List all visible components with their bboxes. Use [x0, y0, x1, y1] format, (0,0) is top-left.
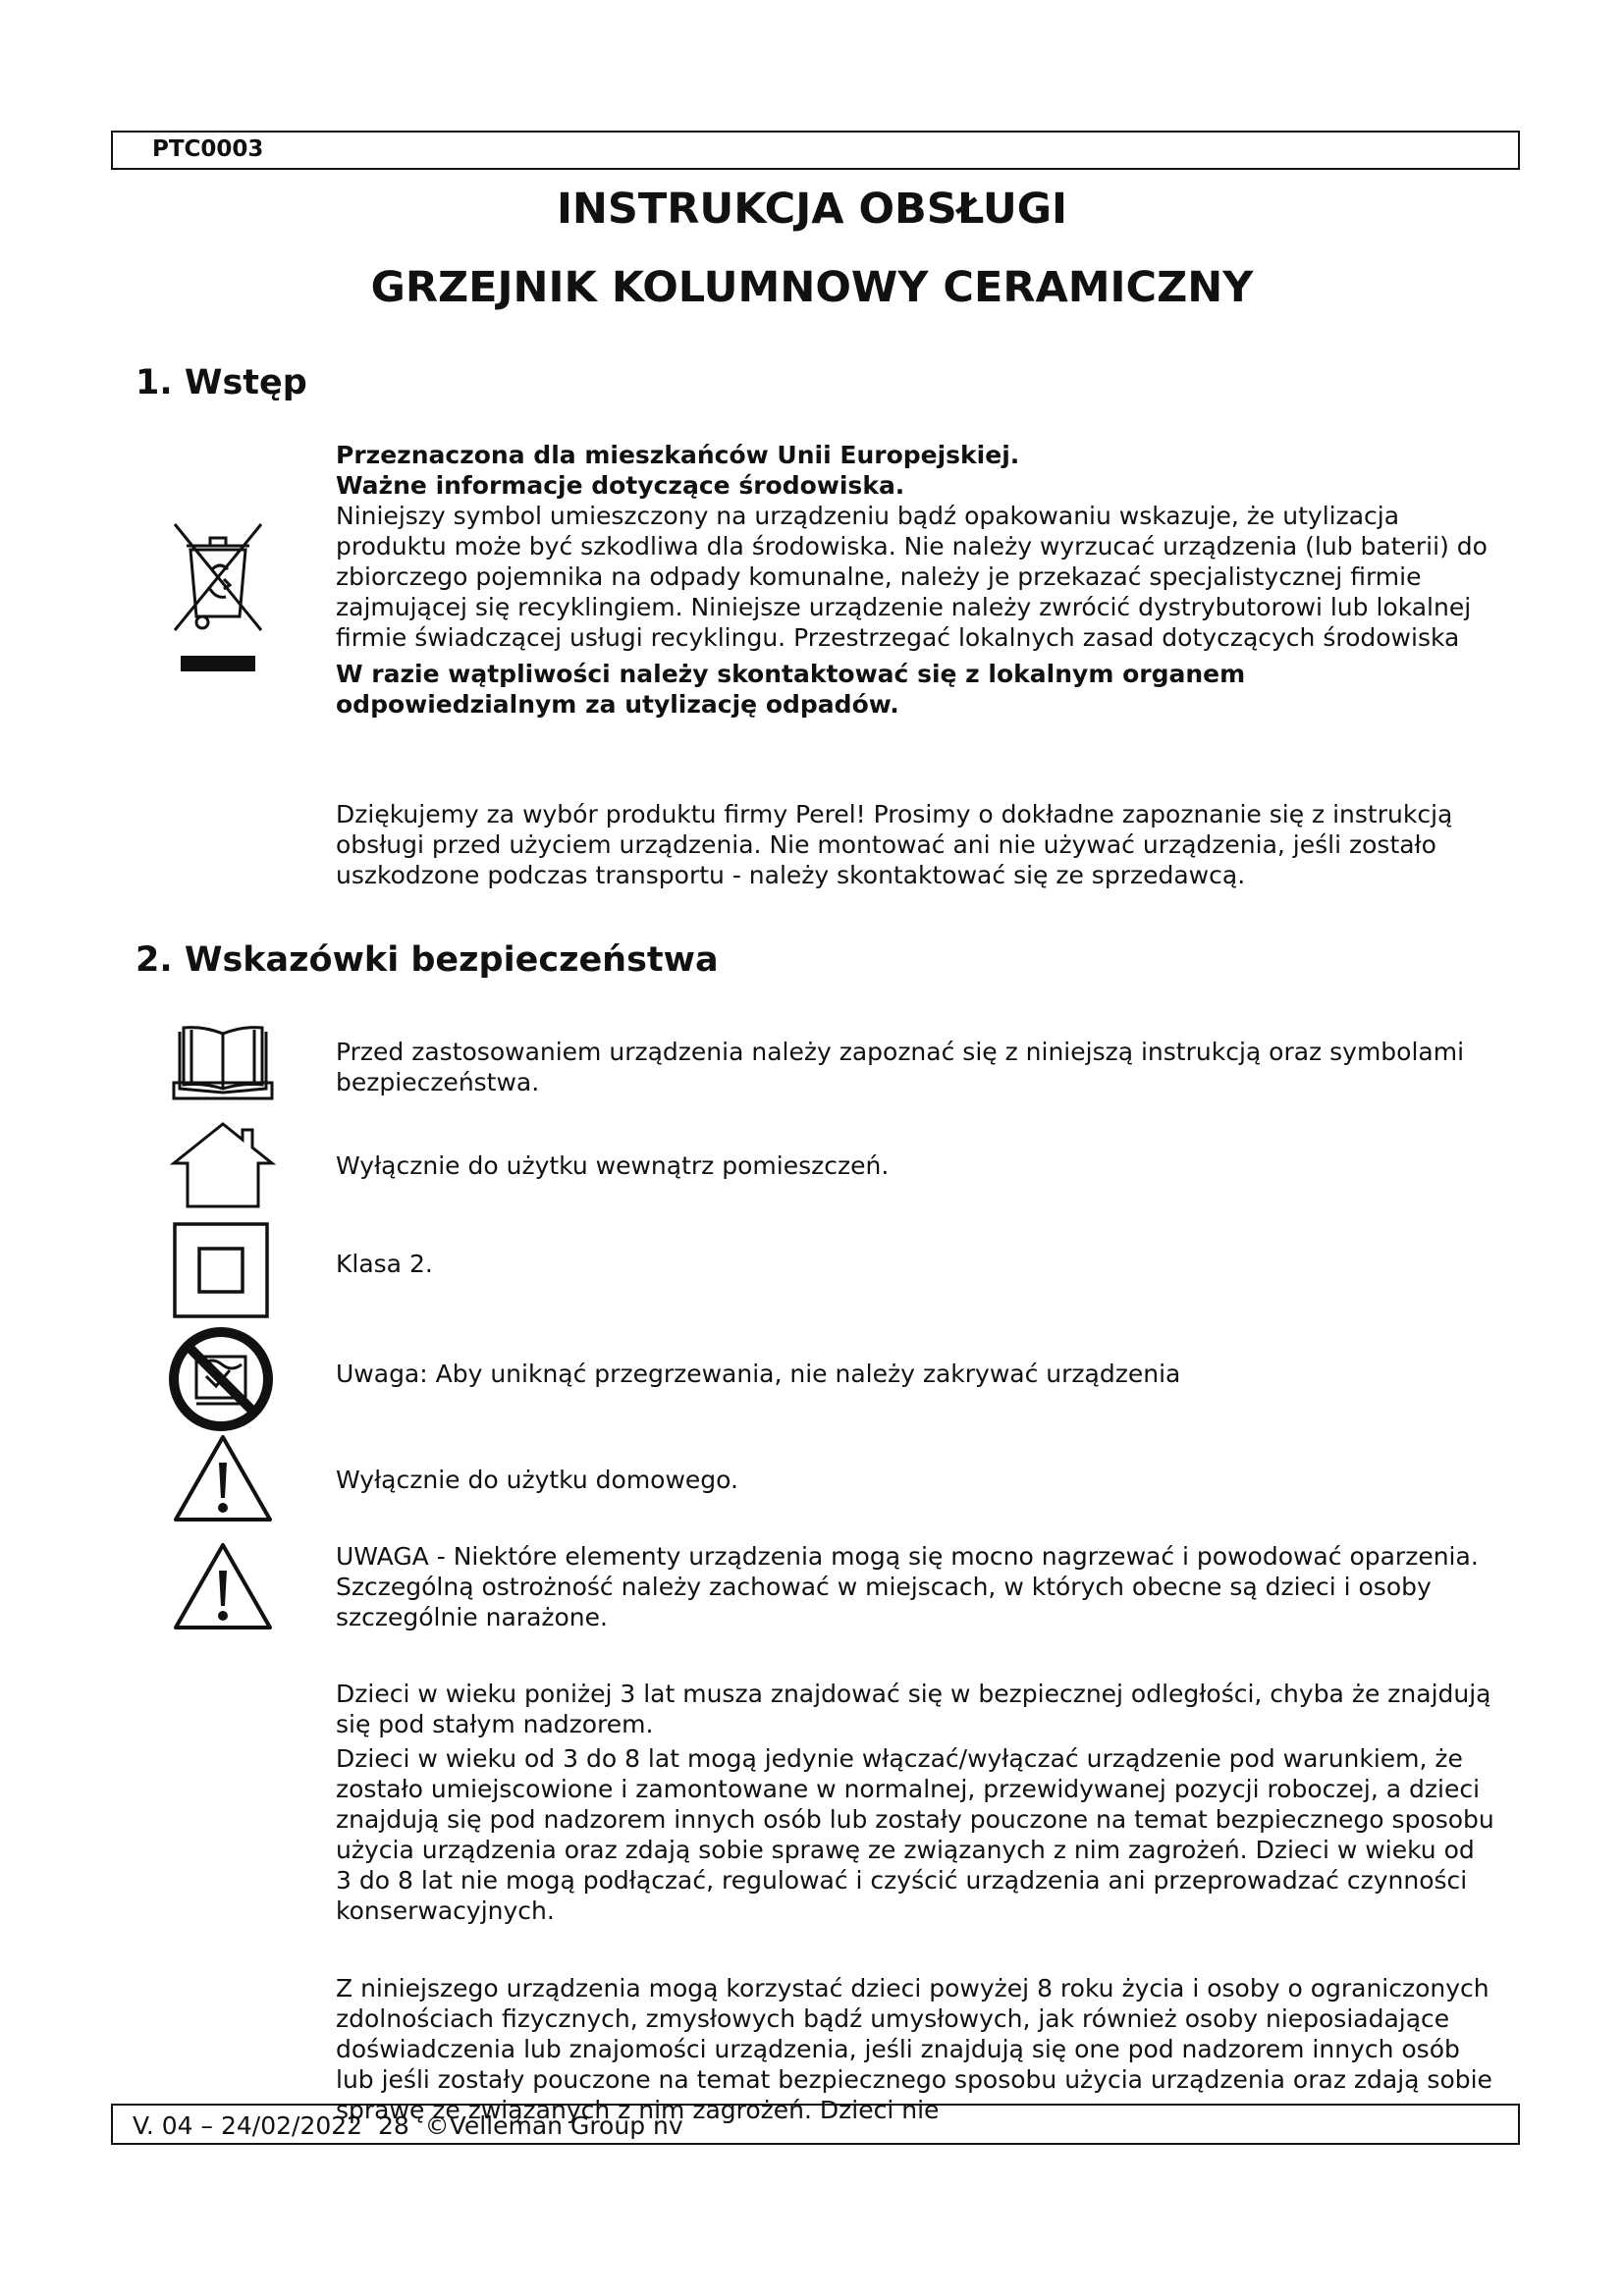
safety-item-3-text: Klasa 2.: [336, 1250, 433, 1278]
header-box: [111, 131, 1520, 170]
footer-version: V. 04 – 24/02/2022 28 ©Velleman Group nv: [133, 2111, 683, 2140]
weee-bin-icon: [167, 520, 270, 677]
warning-triangle-icon: [170, 1539, 276, 1633]
safety-item-1-text: Przed zastosowaniem urządzenia należy zapoznać się z niniejszą instrukcją oraz symbolami bezpieczeństwa.: [336, 1038, 1465, 1096]
safety-item-4-text: Uwaga: Aby uniknąć przegrzewania, nie należy zakrywać urządzenia: [336, 1360, 1181, 1388]
safety-item-6-text: UWAGA - Niektóre elementy urządzenia mogą się mocno nagrzewać i powodować oparzenia. Szczególną ostrożność należy zachować w miejscach, w których obecne są dzieci i osoby szczególnie narażone.: [336, 1542, 1479, 1631]
children-3-to-8-paragraph: Dzieci w wieku od 3 do 8 lat mogą jedynie włączać/wyłączać urządzenie pod warunkiem, że zostało umiejscowione i zamontowane w normalnej, przewidywanej pozycji roboczej, a dzieci znajdują się pod nadzorem innych osób lub zostały pouczone na temat bezpiecznego sposobu użycia urządzenia oraz zdają sobie sprawę ze związanych z nim zagrożeń. Dzieci w wieku od 3 do 8 lat nie mogą podłączać, regulować i czyścić urządzenia ani przeprowadzać czynności konserwacyjnych.: [336, 1744, 1494, 1925]
class-2-icon: [172, 1221, 270, 1319]
children-over-8-paragraph: Z niniejszego urządzenia mogą korzystać dzieci powyżej 8 roku życia i osoby o ograniczonych zdolnościach fizycznych, zmysłowych bądź umysłowych, jak również osoby nieposiadające doświadczenia lub znajomości urządzenia, jeśli znajdują się one pod nadzorem innych osób lub jeśli zostały pouczone na temat bezpiecznego sposobu użycia urządzenia oraz zdają sobie sprawę ze związanych z nim zagrożeń. Dzieci nie: [336, 1974, 1492, 2124]
children-under-3-paragraph: Dzieci w wieku poniżej 3 lat musza znajdować się w bezpiecznej odległości, chyba że znajdują się pod stałym nadzorem.: [336, 1680, 1491, 1738]
model-code: PTC0003: [152, 136, 264, 162]
product-title: GRZEJNIK KOLUMNOWY CERAMICZNY: [370, 263, 1254, 312]
house-icon: [170, 1120, 276, 1210]
section-2-heading: 2. Wskazówki bezpieczeństwa: [135, 940, 719, 980]
manual-book-icon: [170, 1024, 276, 1102]
safety-item-5-text: Wyłącznie do użytku domowego.: [336, 1466, 738, 1494]
safety-item-2-text: Wyłącznie do użytku wewnątrz pomieszczeń.: [336, 1151, 890, 1180]
eu-notice-bold: W razie wątpliwości należy skontaktować się z lokalnym organem odpowiedzialnym za utylizację odpadów.: [336, 660, 1246, 719]
eu-notice-line2: Ważne informacje dotyczące środowiska.: [336, 471, 905, 500]
do-not-cover-icon: [167, 1325, 275, 1433]
warning-triangle-icon: [170, 1431, 276, 1525]
section-1-heading: 1. Wstęp: [135, 363, 307, 402]
thanks-paragraph: Dziękujemy za wybór produktu firmy Perel! Prosimy o dokładne zapoznanie się z instrukcją obsługi przed użyciem urządzenia. Nie montować ani nie używać urządzenia, jeśli zostało uszkodzone podczas transportu - należy skontaktować się ze sprzedawcą.: [336, 800, 1453, 889]
document-title: INSTRUKCJA OBSŁUGI: [556, 185, 1068, 234]
eu-notice-body: Niniejszy symbol umieszczony na urządzeniu bądź opakowaniu wskazuje, że utylizacja produktu może być szkodliwa dla środowiska. Nie należy wyrzucać urządzenia (lub baterii) do zbiorczego pojemnika na odpady komunalne, należy je przekazać specjalistycznej firmie zajmującej się recyklingiem. Niniejsze urządzenie należy zwrócić dystrybutorowi lub lokalnej firmie świadczącej usługi recyklingu. Przestrzegać lokalnych zasad dotyczących środowiska: [336, 502, 1488, 652]
footer-box: [111, 2104, 1520, 2145]
eu-notice-line1: Przeznaczona dla mieszkańców Unii Europejskiej.: [336, 441, 1020, 469]
